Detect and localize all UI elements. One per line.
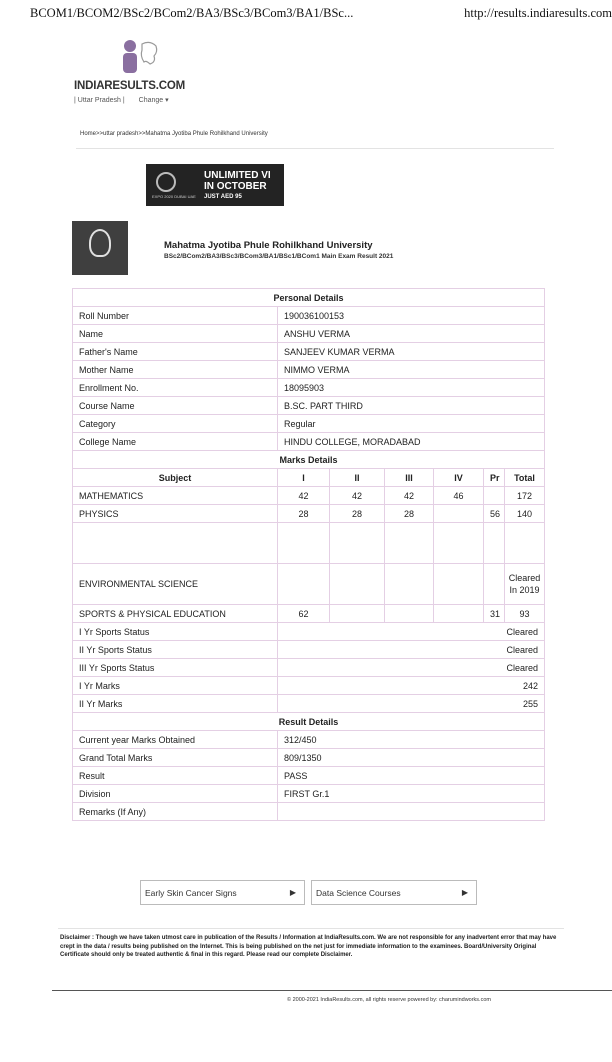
field-value: 312/450 — [278, 731, 545, 749]
col-header: Subject — [73, 469, 278, 487]
field-label: III Yr Sports Status — [73, 659, 278, 677]
marks-details-heading: Marks Details — [73, 451, 545, 469]
field-label: Division — [73, 785, 278, 803]
marks-row — [73, 605, 545, 623]
col-header: IV — [434, 469, 484, 487]
site-logo[interactable] — [74, 38, 214, 108]
col-header: Total — [505, 469, 545, 487]
field-value: FIRST Gr.1 — [278, 785, 545, 803]
divider — [76, 148, 554, 149]
subject-name: ENVIRONMENTAL SCIENCE — [73, 564, 278, 605]
change-state-link[interactable]: Change ▾ — [138, 97, 169, 104]
field-label: Result — [73, 767, 278, 785]
mark-cell: 42 — [330, 487, 385, 505]
banner-logo-text: EXPO 2020 DUBAI UAE — [152, 194, 196, 199]
table-row — [73, 641, 545, 659]
total-cell: 172 — [505, 487, 545, 505]
field-label: Current year Marks Obtained — [73, 731, 278, 749]
mark-cell: 28 — [330, 505, 385, 523]
total-cell: 140 — [505, 505, 545, 523]
field-value: 809/1350 — [278, 749, 545, 767]
col-header: Pr — [484, 469, 505, 487]
result-table — [72, 288, 545, 821]
marks-row — [73, 505, 545, 523]
field-value: ANSHU VERMA — [278, 325, 545, 343]
ad-link-skin-cancer[interactable] — [140, 880, 305, 905]
mark-cell: 46 — [434, 487, 484, 505]
banner-line-3: JUST AED 95 — [204, 194, 242, 200]
logo-wordmark: INDIARESULTS.COM — [74, 80, 185, 92]
table-row — [73, 695, 545, 713]
table-row — [73, 623, 545, 641]
field-value: B.SC. PART THIRD — [278, 397, 545, 415]
ad-link-data-science[interactable] — [311, 880, 477, 905]
field-label: II Yr Sports Status — [73, 641, 278, 659]
university-logo — [72, 221, 128, 275]
subject-name: PHYSICS — [73, 505, 278, 523]
field-value: Cleared — [278, 659, 545, 677]
field-label: Roll Number — [73, 307, 278, 325]
table-row — [73, 659, 545, 677]
footer-copyright: © 2000-2021 IndiaResults.com, all rights reserve powered by: charumindworks.com — [287, 997, 491, 1003]
field-label: II Yr Marks — [73, 695, 278, 713]
table-row — [73, 749, 545, 767]
disclaimer-text: Disclaimer : Though we have taken utmost care in publication of the Results / Information at IndiaResults.com. We are not responsible for any inadvertent error that may have crept in the data / results being published on the Internet. This is being published on the net just for immediate information to the examinees. Board/University Original Certificate should only be treated authentic & final in this regard. Please read our complete Disclaimer. — [60, 935, 557, 958]
banner-line-1: UNLIMITED VI — [204, 170, 271, 181]
table-row — [73, 343, 545, 361]
arrow-right-icon: ▶ — [289, 888, 296, 897]
table-row — [73, 415, 545, 433]
table-row — [73, 785, 545, 803]
mark-cell: 28 — [278, 505, 330, 523]
field-value: 18095903 — [278, 379, 545, 397]
field-label: Name — [73, 325, 278, 343]
table-row — [73, 361, 545, 379]
mark-cell: 28 — [385, 505, 434, 523]
field-value: Cleared — [278, 641, 545, 659]
field-value: HINDU COLLEGE, MORADABAD — [278, 433, 545, 451]
footer-divider — [52, 990, 612, 991]
field-value — [278, 803, 545, 821]
university-name: Mahatma Jyotiba Phule Rohilkhand University — [164, 240, 373, 251]
col-header: III — [385, 469, 434, 487]
print-url: http://results.indiaresults.com — [464, 6, 612, 20]
table-row — [73, 731, 545, 749]
mark-cell: 42 — [278, 487, 330, 505]
logo-figure-icon — [120, 38, 160, 78]
mark-cell: 31 — [484, 605, 505, 623]
field-value: Regular — [278, 415, 545, 433]
state-label: | Uttar Pradesh | — [74, 97, 125, 104]
table-row — [73, 307, 545, 325]
table-row — [73, 379, 545, 397]
table-row — [73, 325, 545, 343]
ad-link-label: Data Science Courses — [316, 888, 401, 898]
empty-row — [73, 523, 545, 564]
expo-logo-icon — [156, 172, 176, 192]
field-label: Enrollment No. — [73, 379, 278, 397]
table-row — [73, 803, 545, 821]
field-label: Remarks (If Any) — [73, 803, 278, 821]
mark-cell: 56 — [484, 505, 505, 523]
marks-row — [73, 487, 545, 505]
result-details-heading: Result Details — [73, 713, 545, 731]
field-value: Cleared — [278, 623, 545, 641]
exam-name: BSc2/BCom2/BA3/BSc3/BCom3/BA1/BSc1/BCom1 Main Exam Result 2021 — [164, 253, 394, 260]
total-cell: 93 — [505, 605, 545, 623]
field-value: 242 — [278, 677, 545, 695]
breadcrumb[interactable]: Home>>uttar pradesh>>Mahatma Jyotiba Phule Rohilkhand University — [80, 131, 268, 137]
marks-row — [73, 564, 545, 605]
field-label: Mother Name — [73, 361, 278, 379]
table-row — [73, 433, 545, 451]
marks-header-row — [73, 469, 545, 487]
field-value: 255 — [278, 695, 545, 713]
divider — [58, 928, 564, 929]
field-label: Course Name — [73, 397, 278, 415]
print-title: BCOM1/BCOM2/BSc2/BCom2/BA3/BSc3/BCom3/BA1/BSc... — [30, 6, 354, 20]
mark-cell — [434, 505, 484, 523]
field-value: SANJEEV KUMAR VERMA — [278, 343, 545, 361]
field-value: NIMMO VERMA — [278, 361, 545, 379]
arrow-right-icon: ▶ — [461, 888, 468, 897]
personal-details-heading: Personal Details — [73, 289, 545, 307]
university-emblem-icon — [89, 229, 111, 257]
col-header: I — [278, 469, 330, 487]
print-header — [30, 6, 612, 24]
mark-cell — [484, 487, 505, 505]
field-value: PASS — [278, 767, 545, 785]
field-label: Father's Name — [73, 343, 278, 361]
field-label: Category — [73, 415, 278, 433]
field-label: Grand Total Marks — [73, 749, 278, 767]
mark-cell: 42 — [385, 487, 434, 505]
field-label: I Yr Sports Status — [73, 623, 278, 641]
ad-link-label: Early Skin Cancer Signs — [145, 888, 237, 898]
table-row — [73, 767, 545, 785]
subject-name: MATHEMATICS — [73, 487, 278, 505]
table-row — [73, 677, 545, 695]
ad-banner[interactable] — [146, 164, 284, 206]
subject-name: SPORTS & PHYSICAL EDUCATION — [73, 605, 278, 623]
field-value: 190036100153 — [278, 307, 545, 325]
state-selector — [74, 96, 169, 104]
banner-line-2: IN OCTOBER — [204, 181, 267, 192]
table-row — [73, 397, 545, 415]
field-label: College Name — [73, 433, 278, 451]
field-label: I Yr Marks — [73, 677, 278, 695]
total-cell: Cleared In 2019 — [505, 564, 545, 605]
mark-cell: 62 — [278, 605, 330, 623]
col-header: II — [330, 469, 385, 487]
